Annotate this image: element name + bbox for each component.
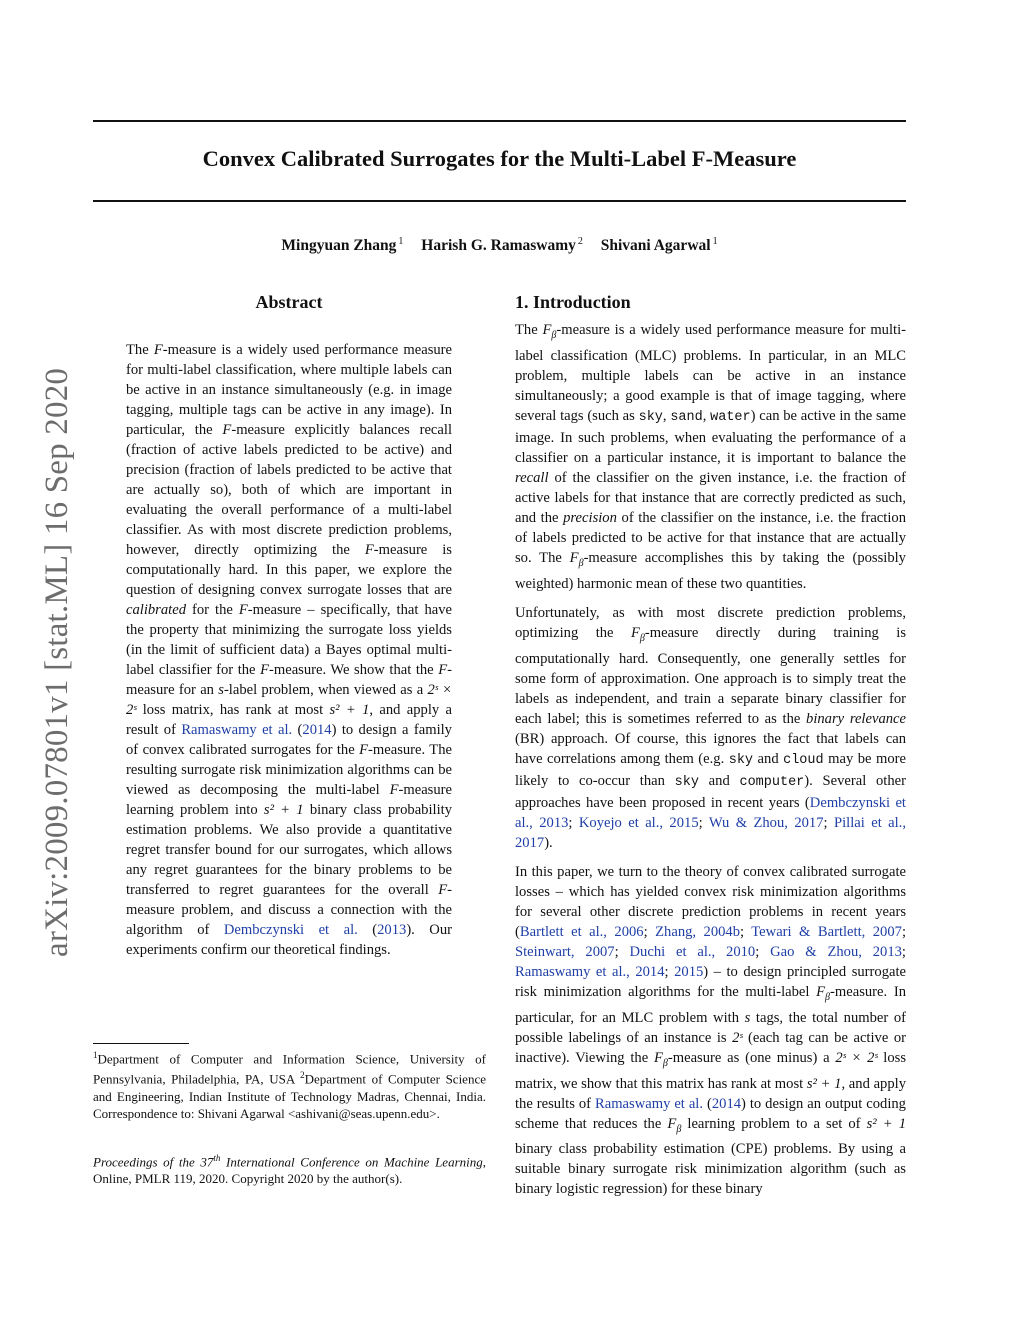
title-rule-top (93, 120, 906, 122)
arxiv-identifier-stamp: arXiv:2009.07801v1 [stat.ML] 16 Sep 2020 (39, 367, 75, 957)
citation-link[interactable]: 2013 (377, 922, 407, 938)
author-affiliation-mark: 1 (398, 236, 404, 247)
footnote-affiliations: $^1$Department of Computer and Information Science, University of Pennsylvania, Philadelphia, PA, USA $^2$Department of Computer Science and Engineering, Indian Institute of Technology Madras, Chennai, India. Correspondence to: Shivani Agarwal <ashivani@seas.upenn.edu>. (93, 1050, 486, 1121)
abstract-heading: Abstract (255, 292, 323, 312)
author-list (93, 236, 906, 255)
footnote-rule (93, 1043, 189, 1044)
citation-link[interactable]: 2014 (711, 1095, 742, 1112)
author-name: Shivani Agarwal (600, 237, 711, 255)
citation-link[interactable]: Pillai et al., 2017 (515, 814, 906, 851)
citation-link[interactable]: Ramaswamy et al., 2014 (515, 963, 665, 980)
citation-link[interactable]: Koyejo et al., 2015 (578, 814, 699, 831)
citation-link[interactable]: Ramaswamy et al. (594, 1095, 704, 1112)
citation-link[interactable]: Gao & Zhou, 2013 (770, 943, 902, 960)
citation-link[interactable]: Bartlett et al., 2006 (519, 923, 644, 940)
title-rule-bottom (93, 200, 906, 202)
author-name: Mingyuan Zhang (281, 237, 397, 255)
citation-link[interactable]: Duchi et al., 2010 (629, 943, 756, 960)
author-affiliation-mark: 1 (712, 236, 718, 247)
footnote-proceedings: Proceedings of the 37th International Conference on Machine Learning, Online, PMLR 119, 2020. Copyright 2020 by the author(s). (93, 1153, 486, 1187)
author-2 (421, 237, 583, 254)
abstract-body: The F-measure is a widely used performance measure for multi-label classification, where multiple labels can be active in an instance simultaneously (e.g. in image tagging, multiple tags can be active in any image). In particular, the F-measure explicitly balances recall (fraction of active labels predicted to be active) and precision (fraction of labels predicted to be active that are actually so), both of which are important in evaluating the overall performance of a multi-label classifier. As with most discrete prediction problems, however, directly optimizing the F-measure is computationally hard. In this paper, we explore the question of designing convex surrogate losses that are calibrated for the F-measure – specifically, that have the property that minimizing the surrogate loss yields (in the limit of sufficient data) a Bayes optimal multi-label classifier for the F-measure. We show that the F-measure for an s-label problem, when viewed as a 2ˢ × 2ˢ loss matrix, has rank at most s² + 1, and apply a result of Ramaswamy et al. (2014) to design a family of convex calibrated surrogates for the F-measure. The resulting surrogate risk minimization algorithms can be viewed as decomposing the multi-label F-measure learning problem into s² + 1 binary class probability estimation problems. We also provide a quantitative regret transfer bound for our surrogates, which allows any regret guarantees for the binary problems to be transferred to regret guarantees for the overall F-measure problem, and discuss a connection with the algorithm of Dembczynski et al. (2013). Our experiments confirm our theoretical findings. (126, 342, 453, 958)
citation-link[interactable]: 2014 (302, 722, 332, 738)
author-name: Harish G. Ramaswamy (421, 237, 576, 255)
citation-link[interactable]: Tewari & Bartlett, 2007 (751, 923, 902, 940)
author-1 (281, 237, 403, 254)
citation-link[interactable]: Dembczynski et al. (223, 922, 358, 938)
citation-link[interactable]: Zhang, 2004b (655, 923, 741, 940)
author-3 (601, 237, 718, 254)
paper-title: Convex Calibrated Surrogates for the Multi-Label F-Measure (202, 146, 797, 171)
author-affiliation-mark: 2 (577, 236, 583, 247)
citation-link[interactable]: 2015 (674, 963, 704, 980)
section-heading-introduction: 1. Introduction (515, 292, 631, 312)
introduction-body (515, 320, 906, 1208)
citation-link[interactable]: Dembczynski et al., 2013 (515, 794, 906, 831)
citation-link[interactable]: Wu & Zhou, 2017 (708, 814, 824, 831)
citation-link[interactable]: Ramaswamy et al. (181, 722, 293, 738)
citation-link[interactable]: Steinwart, 2007 (515, 943, 615, 960)
intro-paragraph-1: The $F_\beta$-measure is a widely used performance measure for multi-label classification (MLC) problems. In particular, in an MLC problem, multiple labels can be active in an instance simultaneously; a good example is that of image tagging, where several tags (such as sky, sand, water) can be active in the same image. In such problems, when evaluating the performance of a classifier on a particular instance, it is important to balance the recall of the classifier on the given instance, i.e. the fraction of active labels for that instance that are correctly predicted as such, and the precision of the classifier on the instance, i.e. the fraction of labels predicted to be active for that instance that are actually so. The $F_\beta$-measure accomplishes this by taking the (possibly weighted) harmonic mean of these two quantities. (515, 322, 907, 592)
intro-paragraph-2: Unfortunately, as with most discrete prediction problems, optimizing the $F_\beta$-measure directly during training is computationally hard. Consequently, one generally settles for some form of approximation. One approach is to simply treat the labels as independent, and train a separate binary classifier for each label; this is sometimes referred to as the binary relevance (BR) approach. Of course, this ignores the fact that labels can have correlations among them (e.g. sky and cloud may be more likely to co-occur than sky and computer). Several other approaches have been proposed in recent years (Dembczynski et al., 2013; Koyejo et al., 2015; Wu & Zhou, 2017; Pillai et al., 2017). (515, 604, 906, 851)
intro-paragraph-3: In this paper, we turn to the theory of convex calibrated surrogate losses – which has yielded convex risk minimization algorithms for several other discrete prediction problems in recent years (Bartlett et al., 2006; Zhang, 2004b; Tewari & Bartlett, 2007; Steinwart, 2007; Duchi et al., 2010; Gao & Zhou, 2013; Ramaswamy et al., 2014; 2015) – to design principled surrogate risk minimization algorithms for the multi-label $F_\beta$-measure. In particular, for an MLC problem with s tags, the total number of possible labelings of an instance is 2ˢ (each tag can be active or inactive). Viewing the $F_\beta$-measure as (one minus) a 2ˢ × 2ˢ loss matrix, we show that this matrix has rank at most s² + 1, and apply the results of Ramaswamy et al. (2014) to design an output coding scheme that reduces the $F_\beta$ learning problem to a set of s² + 1 binary class probability estimation (CPE) problems. By using a suitable binary surrogate risk minimization algorithm (such as binary logistic regression) for these binary (515, 863, 907, 1198)
